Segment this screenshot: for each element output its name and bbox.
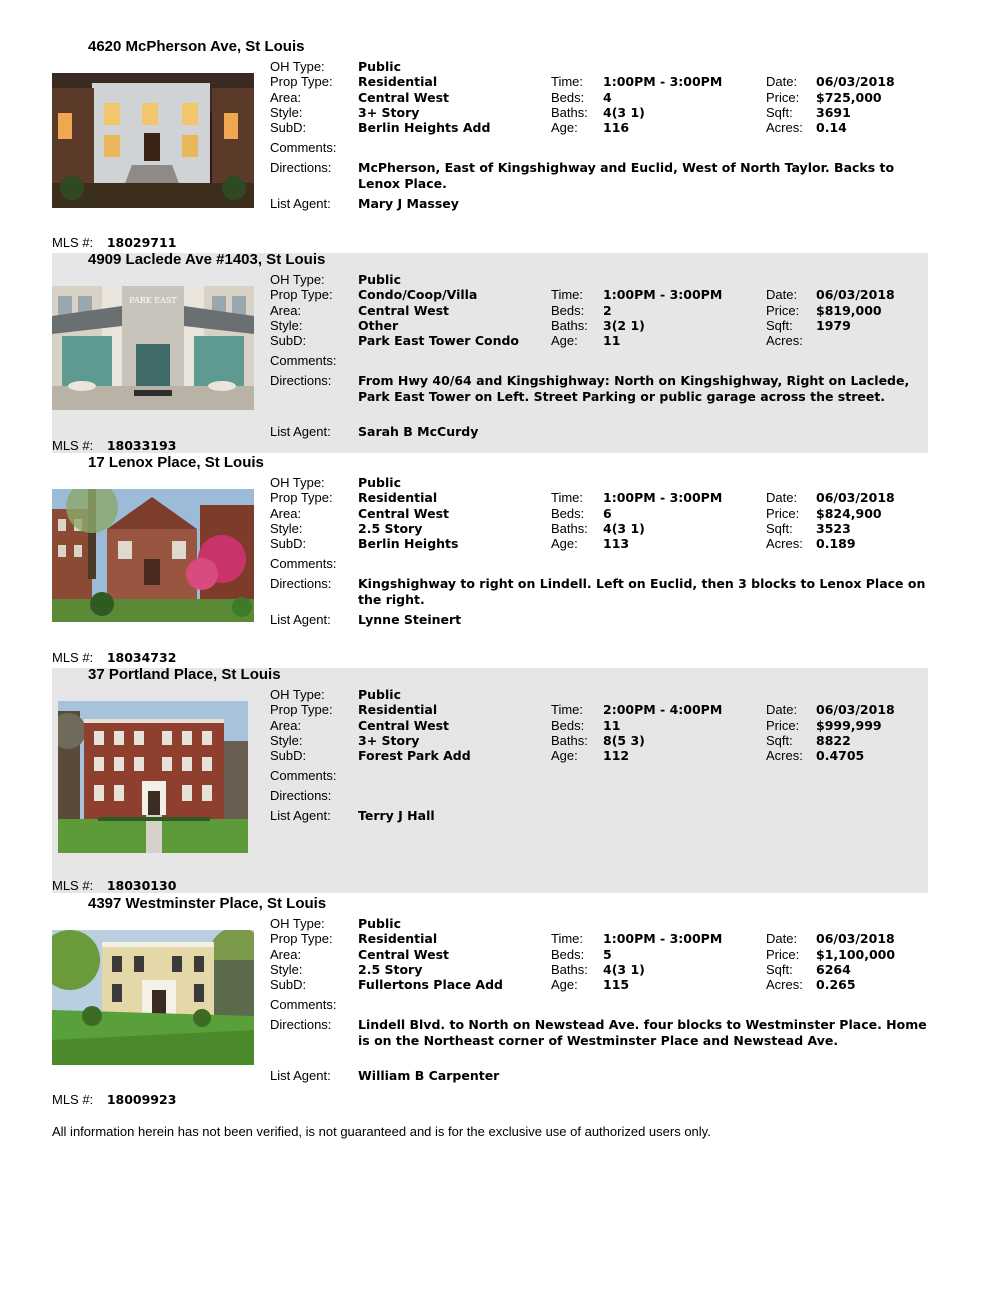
acres-label: Acres: <box>766 977 803 992</box>
list-agent-value: Lynne Steinert <box>358 612 462 627</box>
time-label: Time: <box>551 702 584 717</box>
subd-value: Fullertons Place Add <box>358 977 503 992</box>
property-photo[interactable] <box>52 73 254 208</box>
style-label: Style: <box>270 733 303 748</box>
area-label: Area: <box>270 303 302 318</box>
subd-label: SubD: <box>270 333 307 348</box>
list-agent-value: Terry J Hall <box>358 808 435 823</box>
age-value: 115 <box>603 977 630 992</box>
directions-value: Lindell Blvd. to North on Newstead Ave. four blocks to Westminster Place. Home is on the Northeast corner of Westminster Place and Newstead Ave. <box>358 1017 927 1048</box>
mls-number <box>52 235 176 250</box>
time-value: 1:00PM - 3:00PM <box>603 287 723 302</box>
sqft-label: Sqft: <box>766 521 793 536</box>
oh-type-value: Public <box>358 475 401 490</box>
date-value: 06/03/2018 <box>816 931 895 946</box>
sqft-value: 3523 <box>816 521 851 536</box>
style-value: 2.5 Story <box>358 521 423 536</box>
time-label: Time: <box>551 74 584 89</box>
list-agent-label: List Agent: <box>270 808 331 823</box>
listing-address[interactable]: 4620 McPherson Ave, St Louis <box>88 38 305 55</box>
sqft-label: Sqft: <box>766 962 793 977</box>
date-value: 06/03/2018 <box>816 74 895 89</box>
price-label: Price: <box>766 303 800 318</box>
list-agent-value: Sarah B McCurdy <box>358 424 479 439</box>
subd-label: SubD: <box>270 536 307 551</box>
style-value: 3+ Story <box>358 105 420 120</box>
subd-value: Berlin Heights <box>358 536 459 551</box>
listing-2 <box>52 253 928 453</box>
sqft-label: Sqft: <box>766 733 793 748</box>
baths-value: 4(3 1) <box>603 521 645 536</box>
acres-label: Acres: <box>766 536 803 551</box>
sqft-label: Sqft: <box>766 318 793 333</box>
area-label: Area: <box>270 90 302 105</box>
listing-address[interactable]: 4397 Westminster Place, St Louis <box>88 895 327 912</box>
oh-type-label: OH Type: <box>270 59 325 74</box>
beds-value: 11 <box>603 718 621 733</box>
comments-label: Comments: <box>270 353 337 368</box>
price-value: $819,000 <box>816 303 882 318</box>
style-label: Style: <box>270 318 303 333</box>
prop-type-value: Residential <box>358 702 438 717</box>
listing-1 <box>52 40 928 250</box>
listing-address[interactable]: 37 Portland Place, St Louis <box>88 666 281 683</box>
property-photo[interactable] <box>52 930 254 1065</box>
property-photo[interactable] <box>52 489 254 622</box>
acres-value: 0.189 <box>816 536 856 551</box>
age-label: Age: <box>551 977 578 992</box>
comments-label: Comments: <box>270 997 337 1012</box>
acres-label: Acres: <box>766 748 803 763</box>
sqft-value: 3691 <box>816 105 851 120</box>
oh-type-label: OH Type: <box>270 272 325 287</box>
prop-type-value: Condo/Coop/Villa <box>358 287 478 302</box>
baths-value: 4(3 1) <box>603 962 645 977</box>
age-label: Age: <box>551 748 578 763</box>
prop-type-label: Prop Type: <box>270 74 333 89</box>
time-label: Time: <box>551 490 584 505</box>
age-label: Age: <box>551 120 578 135</box>
oh-type-value: Public <box>358 916 401 931</box>
mls-value[interactable]: 18009923 <box>106 1092 177 1107</box>
acres-value: 0.4705 <box>816 748 865 763</box>
listing-3 <box>52 456 928 666</box>
style-label: Style: <box>270 962 303 977</box>
age-label: Age: <box>551 333 578 348</box>
oh-type-label: OH Type: <box>270 687 325 702</box>
comments-label: Comments: <box>270 556 337 571</box>
date-label: Date: <box>766 702 798 717</box>
oh-type-label: OH Type: <box>270 475 325 490</box>
price-value: $725,000 <box>816 90 882 105</box>
baths-label: Baths: <box>551 318 588 333</box>
mls-label: MLS #: <box>52 438 94 453</box>
oh-type-value: Public <box>358 272 401 287</box>
oh-type-value: Public <box>358 59 401 74</box>
subd-label: SubD: <box>270 748 307 763</box>
beds-label: Beds: <box>551 947 585 962</box>
listing-4 <box>52 668 928 893</box>
baths-value: 8(5 3) <box>603 733 645 748</box>
list-agent-value: Mary J Massey <box>358 196 459 211</box>
mls-label: MLS #: <box>52 235 94 250</box>
mls-value[interactable]: 18034732 <box>106 650 177 665</box>
price-label: Price: <box>766 90 800 105</box>
beds-label: Beds: <box>551 506 585 521</box>
beds-label: Beds: <box>551 718 585 733</box>
time-value: 1:00PM - 3:00PM <box>603 74 723 89</box>
baths-value: 3(2 1) <box>603 318 645 333</box>
price-label: Price: <box>766 947 800 962</box>
directions-label: Directions: <box>270 788 332 803</box>
prop-type-value: Residential <box>358 490 438 505</box>
baths-label: Baths: <box>551 962 588 977</box>
listing-5 <box>52 897 928 1112</box>
date-value: 06/03/2018 <box>816 702 895 717</box>
property-photo[interactable] <box>58 701 248 853</box>
beds-label: Beds: <box>551 303 585 318</box>
oh-type-label: OH Type: <box>270 916 325 931</box>
list-agent-value: William B Carpenter <box>358 1068 500 1083</box>
beds-value: 4 <box>603 90 612 105</box>
directions-label: Directions: <box>270 576 332 591</box>
age-value: 112 <box>603 748 630 763</box>
prop-type-label: Prop Type: <box>270 931 333 946</box>
mls-label: MLS #: <box>52 878 94 893</box>
acres-label: Acres: <box>766 333 803 348</box>
list-agent-label: List Agent: <box>270 196 331 211</box>
price-value: $1,100,000 <box>816 947 896 962</box>
area-value: Central West <box>358 90 449 105</box>
acres-value: 0.265 <box>816 977 856 992</box>
date-label: Date: <box>766 931 798 946</box>
price-value: $999,999 <box>816 718 882 733</box>
mls-value[interactable]: 18030130 <box>106 878 177 893</box>
listing-address[interactable]: 4909 Laclede Ave #1403, St Louis <box>88 251 326 268</box>
directions-label: Directions: <box>270 160 332 175</box>
beds-value: 5 <box>603 947 612 962</box>
date-label: Date: <box>766 74 798 89</box>
directions-value: McPherson, East of Kingshighway and Euclid, West of North Taylor. Backs to Lenox Place. <box>358 160 895 191</box>
age-value: 113 <box>603 536 630 551</box>
area-value: Central West <box>358 947 449 962</box>
area-label: Area: <box>270 718 302 733</box>
acres-label: Acres: <box>766 120 803 135</box>
list-agent-label: List Agent: <box>270 612 331 627</box>
beds-label: Beds: <box>551 90 585 105</box>
date-value: 06/03/2018 <box>816 490 895 505</box>
list-agent-label: List Agent: <box>270 1068 331 1083</box>
date-label: Date: <box>766 287 798 302</box>
mls-value[interactable]: 18033193 <box>106 438 177 453</box>
subd-value: Park East Tower Condo <box>358 333 520 348</box>
prop-type-label: Prop Type: <box>270 490 333 505</box>
subd-label: SubD: <box>270 977 307 992</box>
baths-value: 4(3 1) <box>603 105 645 120</box>
sqft-value: 8822 <box>816 733 851 748</box>
age-value: 11 <box>603 333 621 348</box>
sqft-value: 6264 <box>816 962 851 977</box>
area-label: Area: <box>270 506 302 521</box>
age-label: Age: <box>551 536 578 551</box>
listing-address[interactable]: 17 Lenox Place, St Louis <box>88 454 264 471</box>
prop-type-value: Residential <box>358 74 438 89</box>
sqft-label: Sqft: <box>766 105 793 120</box>
price-label: Price: <box>766 718 800 733</box>
directions-value: From Hwy 40/64 and Kingshighway: North on Kingshighway, Right on Laclede, Park East Tower on Left. Street Parking or public garage across the street. <box>358 373 910 404</box>
style-label: Style: <box>270 521 303 536</box>
subd-value: Berlin Heights Add <box>358 120 491 135</box>
mls-number <box>52 650 176 665</box>
style-label: Style: <box>270 105 303 120</box>
mls-label: MLS #: <box>52 1092 94 1107</box>
baths-label: Baths: <box>551 105 588 120</box>
property-photo[interactable] <box>52 286 254 410</box>
prop-type-label: Prop Type: <box>270 702 333 717</box>
time-value: 2:00PM - 4:00PM <box>603 702 723 717</box>
mls-number <box>52 1092 176 1107</box>
style-value: Other <box>358 318 399 333</box>
mls-number <box>52 438 176 453</box>
time-value: 1:00PM - 3:00PM <box>603 931 723 946</box>
time-label: Time: <box>551 931 584 946</box>
comments-label: Comments: <box>270 768 337 783</box>
subd-label: SubD: <box>270 120 307 135</box>
mls-value[interactable]: 18029711 <box>106 235 177 250</box>
baths-label: Baths: <box>551 521 588 536</box>
area-label: Area: <box>270 947 302 962</box>
price-label: Price: <box>766 506 800 521</box>
disclaimer-text: All information herein has not been verified, is not guaranteed and is for the exclusive use of authorized users only. <box>52 1124 711 1139</box>
list-agent-label: List Agent: <box>270 424 331 439</box>
style-value: 2.5 Story <box>358 962 423 977</box>
sqft-value: 1979 <box>816 318 851 333</box>
comments-label: Comments: <box>270 140 337 155</box>
price-value: $824,900 <box>816 506 882 521</box>
time-value: 1:00PM - 3:00PM <box>603 490 723 505</box>
photo-sign-text: PARK EAST <box>129 296 177 305</box>
time-label: Time: <box>551 287 584 302</box>
area-value: Central West <box>358 718 449 733</box>
prop-type-value: Residential <box>358 931 438 946</box>
directions-label: Directions: <box>270 1017 332 1032</box>
acres-value: 0.14 <box>816 120 847 135</box>
subd-value: Forest Park Add <box>358 748 471 763</box>
baths-label: Baths: <box>551 733 588 748</box>
area-value: Central West <box>358 303 449 318</box>
style-value: 3+ Story <box>358 733 420 748</box>
beds-value: 2 <box>603 303 612 318</box>
directions-label: Directions: <box>270 373 332 388</box>
date-label: Date: <box>766 490 798 505</box>
date-value: 06/03/2018 <box>816 287 895 302</box>
area-value: Central West <box>358 506 449 521</box>
directions-value: Kingshighway to right on Lindell. Left on Euclid, then 3 blocks to Lenox Place on the right. <box>358 576 926 607</box>
beds-value: 6 <box>603 506 612 521</box>
age-value: 116 <box>603 120 630 135</box>
mls-label: MLS #: <box>52 650 94 665</box>
oh-type-value: Public <box>358 687 401 702</box>
mls-number <box>52 878 176 893</box>
prop-type-label: Prop Type: <box>270 287 333 302</box>
